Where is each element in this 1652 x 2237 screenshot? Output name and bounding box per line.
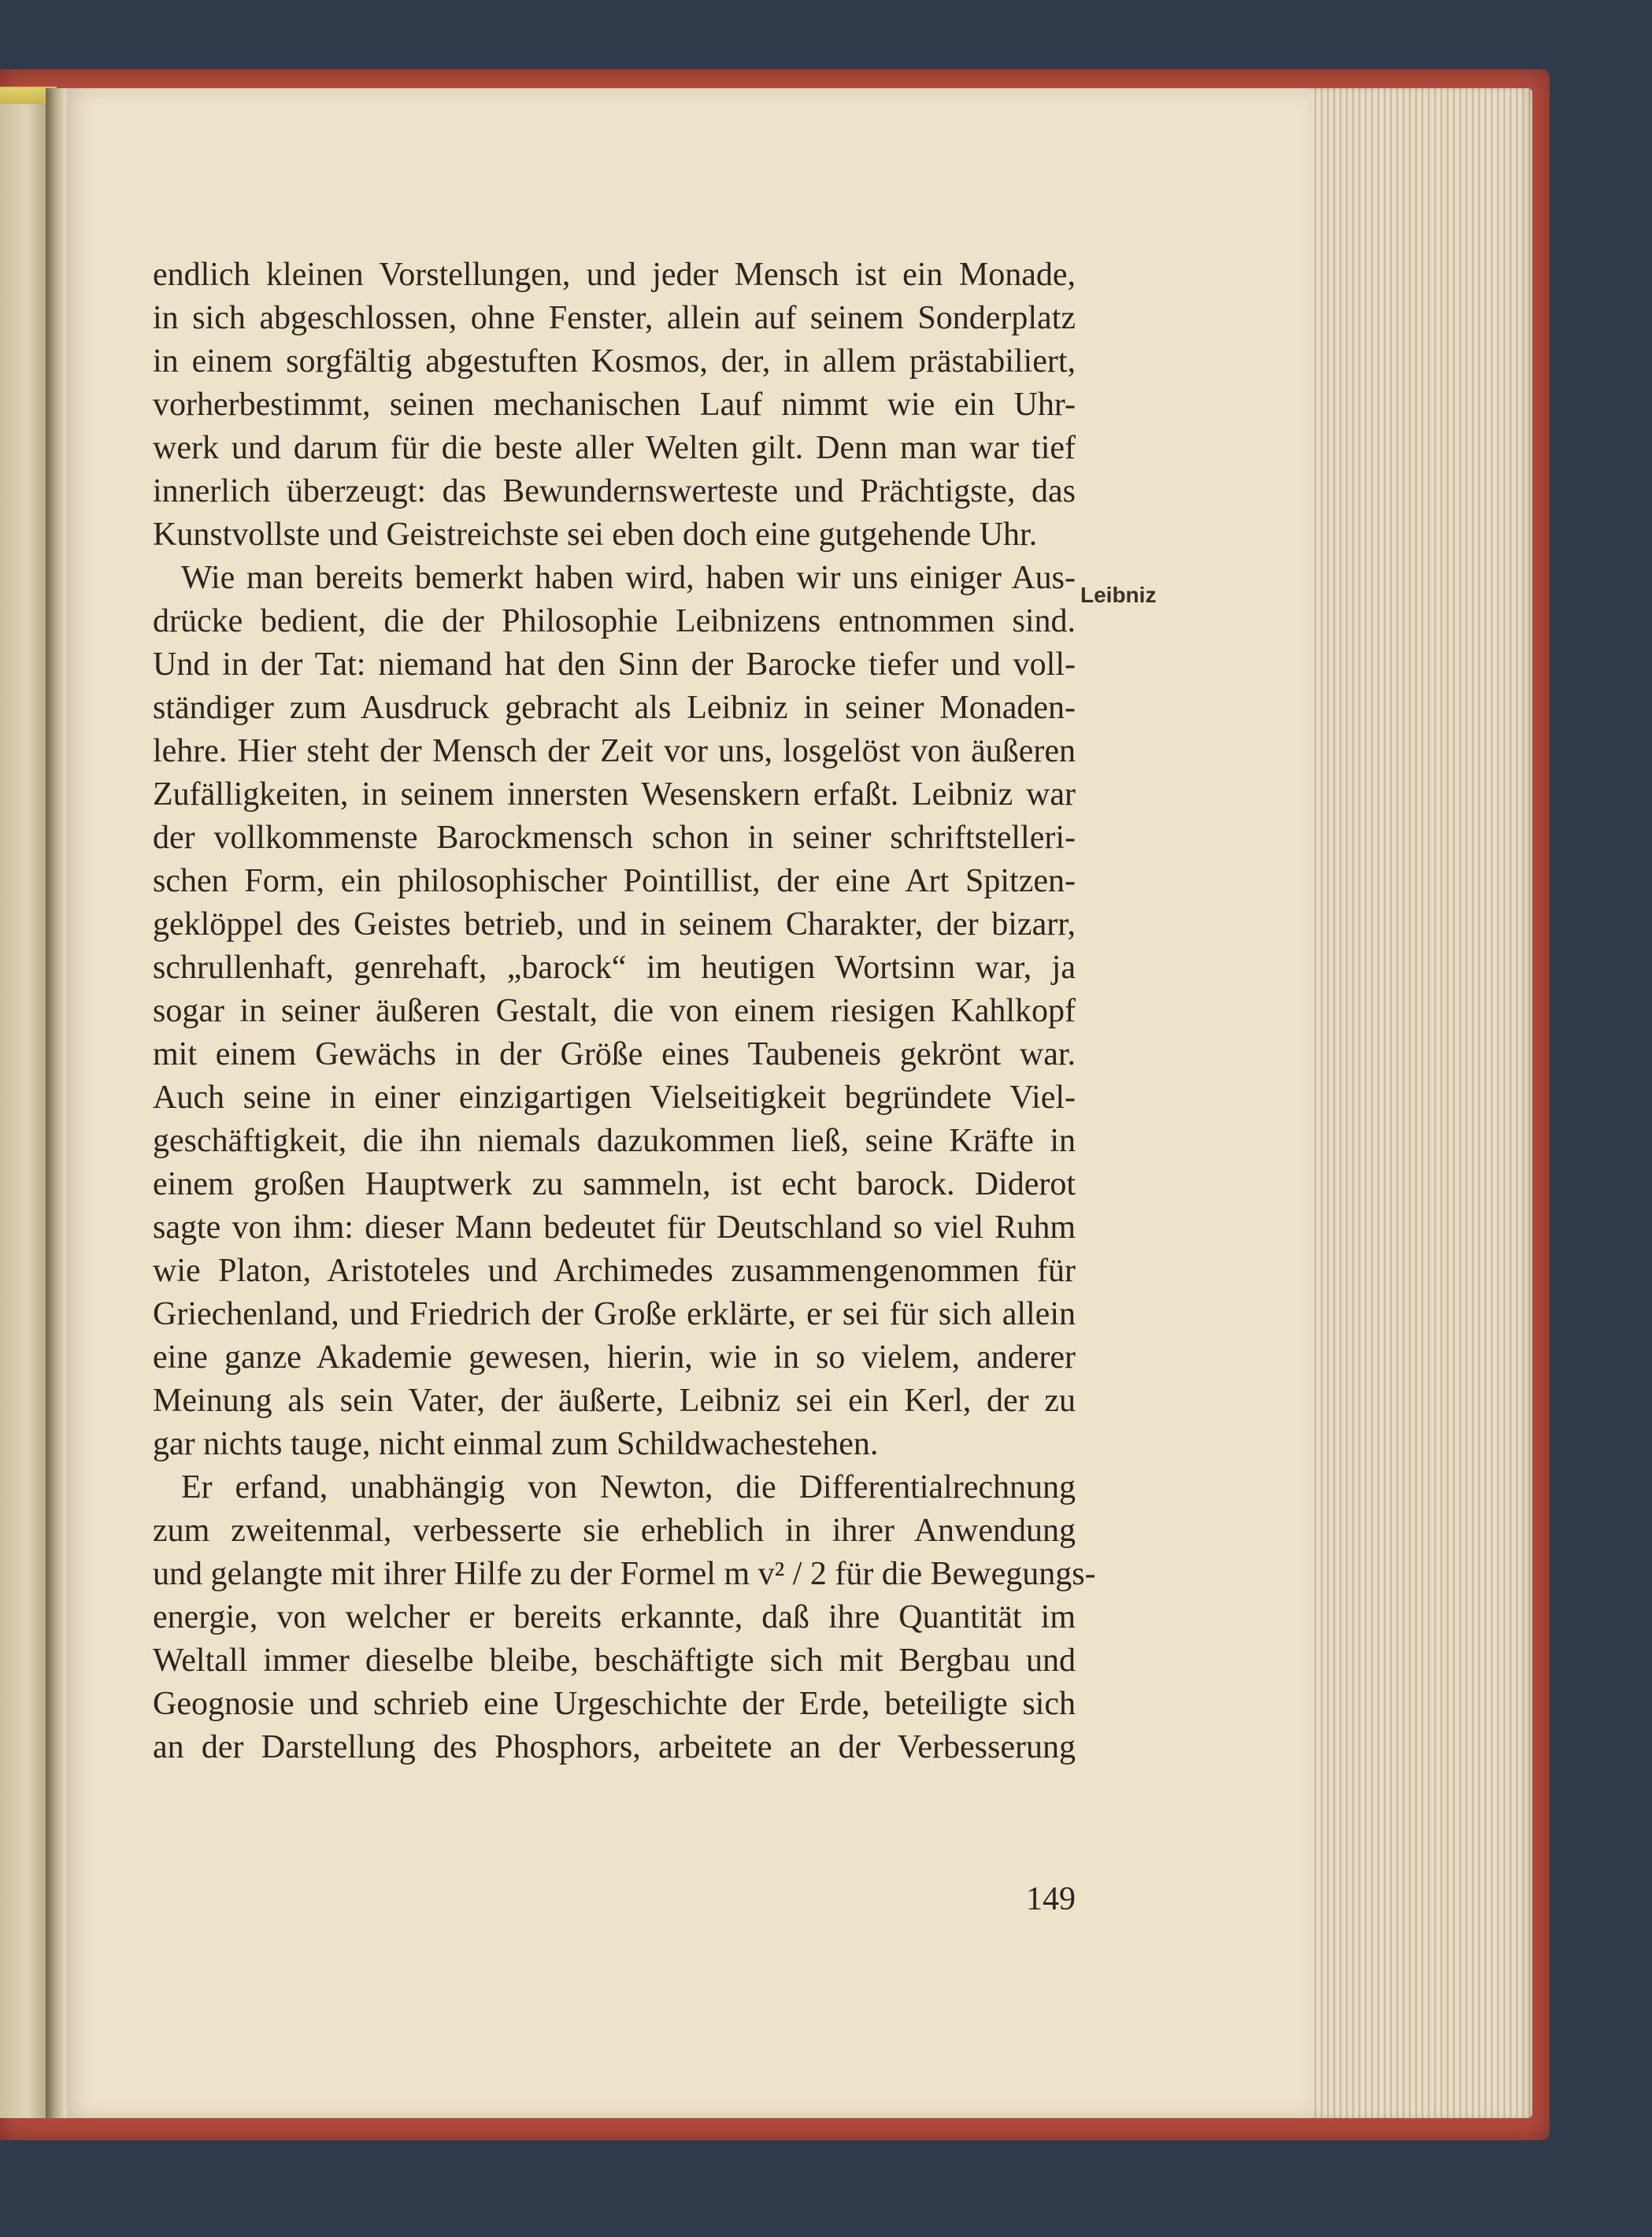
text-line: vorherbestimmt, seinen mechanischen Lauf nimmt wie ein Uhr- xyxy=(153,387,1076,423)
text-line: endlich kleinen Vorstellungen, und jeder Mensch ist ein Monade, xyxy=(153,257,1076,293)
text-line: ständiger zum Ausdruck gebracht als Leibniz in seiner Monaden- xyxy=(153,690,1076,726)
text-line: an der Darstellung des Phosphors, arbeitete an der Verbesserung xyxy=(153,1729,1076,1765)
text-line: Griechenland, und Friedrich der Große erklärte, er sei für sich allein xyxy=(153,1296,1076,1332)
text-line: der vollkommenste Barockmensch schon in seiner schriftstelleri- xyxy=(153,820,1076,856)
text-line: Zufälligkeiten, in seinem innersten Wesenskern erfaßt. Leibniz war xyxy=(153,776,1076,813)
text-line: Wie man bereits bemerkt haben wird, haben wir uns einiger Aus- xyxy=(181,560,1076,596)
left-page-edge xyxy=(0,88,46,2118)
text-line: gar nichts tauge, nicht einmal zum Schildwachestehen. xyxy=(153,1426,879,1462)
text-line: Kunstvollste und Geistreichste sei eben doch eine gutgehende Uhr. xyxy=(153,517,1038,553)
text-line: Und in der Tat: niemand hat den Sinn der Barocke tiefer und voll- xyxy=(153,646,1076,683)
page-number: 149 xyxy=(1026,1881,1076,1917)
text-line: Meinung als sein Vater, der äußerte, Leibniz sei ein Kerl, der zu xyxy=(153,1383,1076,1419)
book-gutter xyxy=(46,88,66,2118)
text-line: Er erfand, unabhängig von Newton, die Differentialrechnung xyxy=(181,1469,1076,1506)
body-text xyxy=(153,254,1096,1769)
text-line: Weltall immer dieselbe bleibe, beschäftigte sich mit Bergbau und xyxy=(153,1643,1076,1679)
margin-note: Leibniz xyxy=(1080,583,1157,607)
text-line: drücke bedient, die der Philosophie Leibnizens entnommen sind. xyxy=(153,603,1076,639)
text-line: zum zweitenmal, verbesserte sie erheblich in ihrer Anwendung xyxy=(153,1513,1076,1549)
text-line: mit einem Gewächs in der Größe eines Taubeneis gekrönt war. xyxy=(153,1036,1076,1072)
text-line: geschäftigkeit, die ihn niemals dazukommen ließ, seine Kräfte in xyxy=(153,1123,1076,1159)
text-line: sogar in seiner äußeren Gestalt, die von einem riesigen Kahlkopf xyxy=(153,993,1076,1029)
text-line: wie Platon, Aristoteles und Archimedes zusammengenommen für xyxy=(153,1253,1076,1289)
text-line: einem großen Hauptwerk zu sammeln, ist echt barock. Diderot xyxy=(153,1166,1076,1202)
text-line: schrullenhaft, genrehaft, „barock“ im heutigen Wortsinn war, ja xyxy=(153,950,1076,986)
text-line: innerlich überzeugt: das Bewundernswerteste und Prächtigste, das xyxy=(153,473,1076,509)
page-block-edge xyxy=(1310,88,1532,2118)
text-line: werk und darum für die beste aller Welten gilt. Denn man war tief xyxy=(153,430,1076,466)
text-line: sagte von ihm: dieser Mann bedeutet für Deutschland so viel Ruhm xyxy=(153,1209,1076,1246)
text-line: Geognosie und schrieb eine Urgeschichte der Erde, beteiligte sich xyxy=(153,1686,1076,1722)
text-line: eine ganze Akademie gewesen, hierin, wie in so vielem, anderer xyxy=(153,1339,1076,1376)
text-line: schen Form, ein philosophischer Pointillist, der eine Art Spitzen- xyxy=(153,863,1076,899)
text-line: lehre. Hier steht der Mensch der Zeit vor uns, losgelöst von äußeren xyxy=(153,733,1076,769)
text-line: Auch seine in einer einzigartigen Vielseitigkeit begründete Viel- xyxy=(153,1080,1076,1116)
text-line: und gelangte mit ihrer Hilfe zu der Formel m v² / 2 für die Bewegungs- xyxy=(153,1556,1096,1592)
text-line: geklöppel des Geistes betrieb, und in seinem Charakter, der bizarr, xyxy=(153,906,1076,943)
text-line: energie, von welcher er bereits erkannte, daß ihre Quantität im xyxy=(153,1599,1076,1635)
text-line: in einem sorgfältig abgestuften Kosmos, der, in allem prästabiliert, xyxy=(153,343,1076,380)
text-line: in sich abgeschlossen, ohne Fenster, allein auf seinem Sonderplatz xyxy=(153,300,1076,336)
